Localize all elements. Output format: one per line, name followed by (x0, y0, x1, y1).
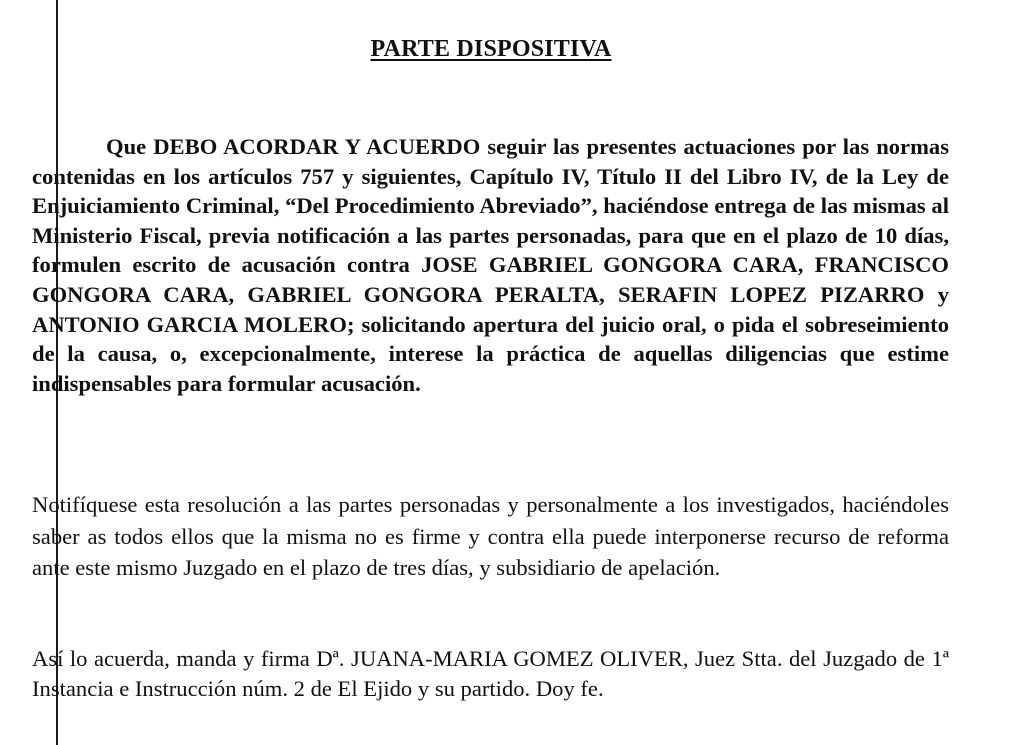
signature-paragraph: Así lo acuerda, manda y firma Dª. JUANA-MARIA GOMEZ OLIVER, Juez Stta. del Juzgado de 1ª Instancia e Instrucción núm. 2 de El Ejido y su partido. Doy fe. (32, 646, 949, 701)
notification-paragraph: Notifíquese esta resolución a las partes personadas y personalmente a los investigados, haciéndoles saber as todos ellos que la misma no es firme y contra ella puede interponerse recurso de reforma ante este mismo Juzgado en el plazo de tres días, y subsidiario de apelación. (32, 492, 949, 581)
document-title: PARTE DISPOSITIVA (370, 36, 612, 62)
ruling-paragraph: Que DEBO ACORDAR Y ACUERDO seguir las presentes actuaciones por las normas contenidas en los artículos 757 y siguientes, Capítulo IV, Título II del Libro IV, de la Ley de Enjuiciamiento Criminal, “Del Procedimiento Abreviado”, haciéndose entrega de las mismas al Ministerio Fiscal, previa notificación a las partes personadas, para que en el plazo de 10 días, formulen escrito de acusación contra JOSE GABRIEL GONGORA CARA, FRANCISCO GONGORA CARA, GABRIEL GONGORA PERALTA, SERAFIN LOPEZ PIZARRO y ANTONIO GARCIA MOLERO; solicitando apertura del juicio oral, o pida el sobreseimiento de la causa, o, excepcionalmente, interese la práctica de aquellas diligencias que estime indispensables para formular acusación. (32, 134, 949, 396)
